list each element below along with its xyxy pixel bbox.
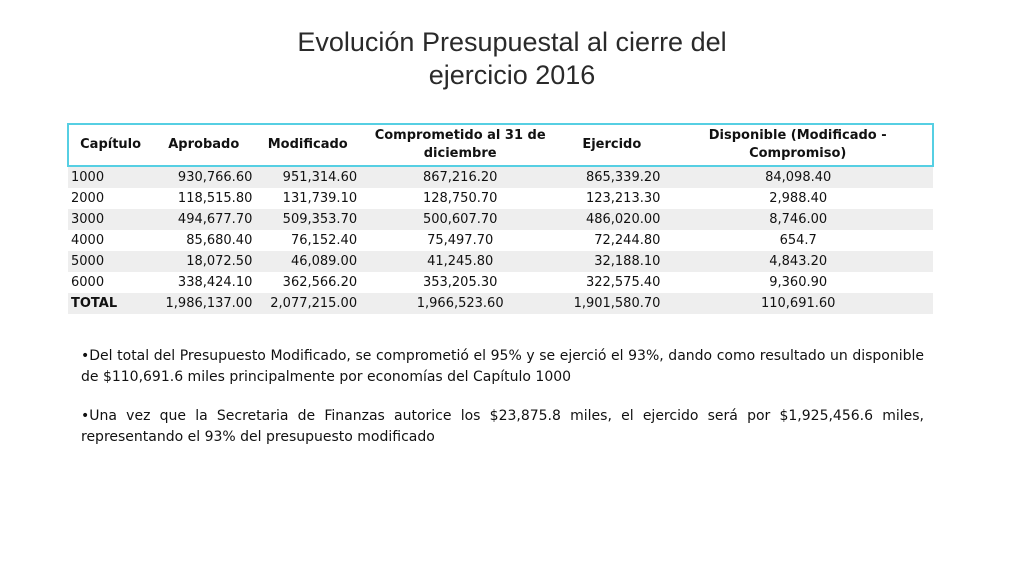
table-row [68,209,933,230]
header-ejercido: Ejercido [560,124,663,166]
cell-aprobado: 338,424.10 [152,272,255,293]
cell-capitulo: 6000 [68,272,152,293]
table-row [68,251,933,272]
cell-modificado: 509,353.70 [255,209,360,230]
cell-comprometido: 1,966,523.60 [360,293,560,314]
table-row [68,272,933,293]
cell-aprobado: 1,986,137.00 [152,293,255,314]
cell-ejercido: 32,188.10 [560,251,663,272]
cell-aprobado: 118,515.80 [152,188,255,209]
slide-title [0,26,1024,92]
bullet-paragraph: •Del total del Presupuesto Modificado, se comprometió el 95% y se ejerció el 93%, dando como resultado un disponible de $110,691.6 miles principalmente por economías del Capítulo 1000 [81,348,924,385]
cell-ejercido: 486,020.00 [560,209,663,230]
header-capitulo: Capítulo [68,124,152,166]
header-aprobado: Aprobado [152,124,255,166]
cell-aprobado: 494,677.70 [152,209,255,230]
cell-modificado: 2,077,215.00 [255,293,360,314]
cell-modificado: 362,566.20 [255,272,360,293]
cell-ejercido: 72,244.80 [560,230,663,251]
cell-disponible: 9,360.90 [663,272,933,293]
cell-modificado: 131,739.10 [255,188,360,209]
cell-disponible: 4,843.20 [663,251,933,272]
cell-ejercido: 322,575.40 [560,272,663,293]
bullet-paragraph: •Una vez que la Secretaria de Finanzas autorice los $23,875.8 miles, el ejercido será por $1,925,456.6 miles, representando el 93% del presupuesto modificado [81,408,924,445]
cell-ejercido: 865,339.20 [560,166,663,188]
header-disponible: Disponible (Modificado - Compromiso) [663,124,933,166]
cell-comprometido: 867,216.20 [360,166,560,188]
cell-ejercido: 123,213.30 [560,188,663,209]
cell-modificado: 46,089.00 [255,251,360,272]
budget-table [67,123,934,314]
cell-comprometido: 41,245.80 [360,251,560,272]
cell-capitulo: 2000 [68,188,152,209]
cell-capitulo: 1000 [68,166,152,188]
cell-modificado: 951,314.60 [255,166,360,188]
table-header-row [68,124,933,166]
cell-aprobado: 18,072.50 [152,251,255,272]
cell-disponible: 84,098.40 [663,166,933,188]
cell-comprometido: 75,497.70 [360,230,560,251]
slide-title-line-1: Evolución Presupuestal al cierre del [297,27,727,57]
cell-modificado: 76,152.40 [255,230,360,251]
header-comprometido: Comprometido al 31 de diciembre [360,124,560,166]
cell-ejercido: 1,901,580.70 [560,293,663,314]
cell-total-label: TOTAL [68,293,152,314]
cell-capitulo: 3000 [68,209,152,230]
cell-aprobado: 85,680.40 [152,230,255,251]
cell-aprobado: 930,766.60 [152,166,255,188]
slide-title-line-2: ejercicio 2016 [428,60,596,90]
table-row [68,166,933,188]
cell-comprometido: 128,750.70 [360,188,560,209]
cell-disponible: 654.7 [663,230,933,251]
table-row [68,230,933,251]
cell-comprometido: 500,607.70 [360,209,560,230]
cell-capitulo: 4000 [68,230,152,251]
cell-capitulo: 5000 [68,251,152,272]
table-row [68,188,933,209]
cell-disponible: 2,988.40 [663,188,933,209]
header-modificado: Modificado [255,124,360,166]
cell-disponible: 8,746.00 [663,209,933,230]
cell-disponible: 110,691.60 [663,293,933,314]
table-total-row [68,293,933,314]
summary-notes [81,346,924,466]
cell-comprometido: 353,205.30 [360,272,560,293]
